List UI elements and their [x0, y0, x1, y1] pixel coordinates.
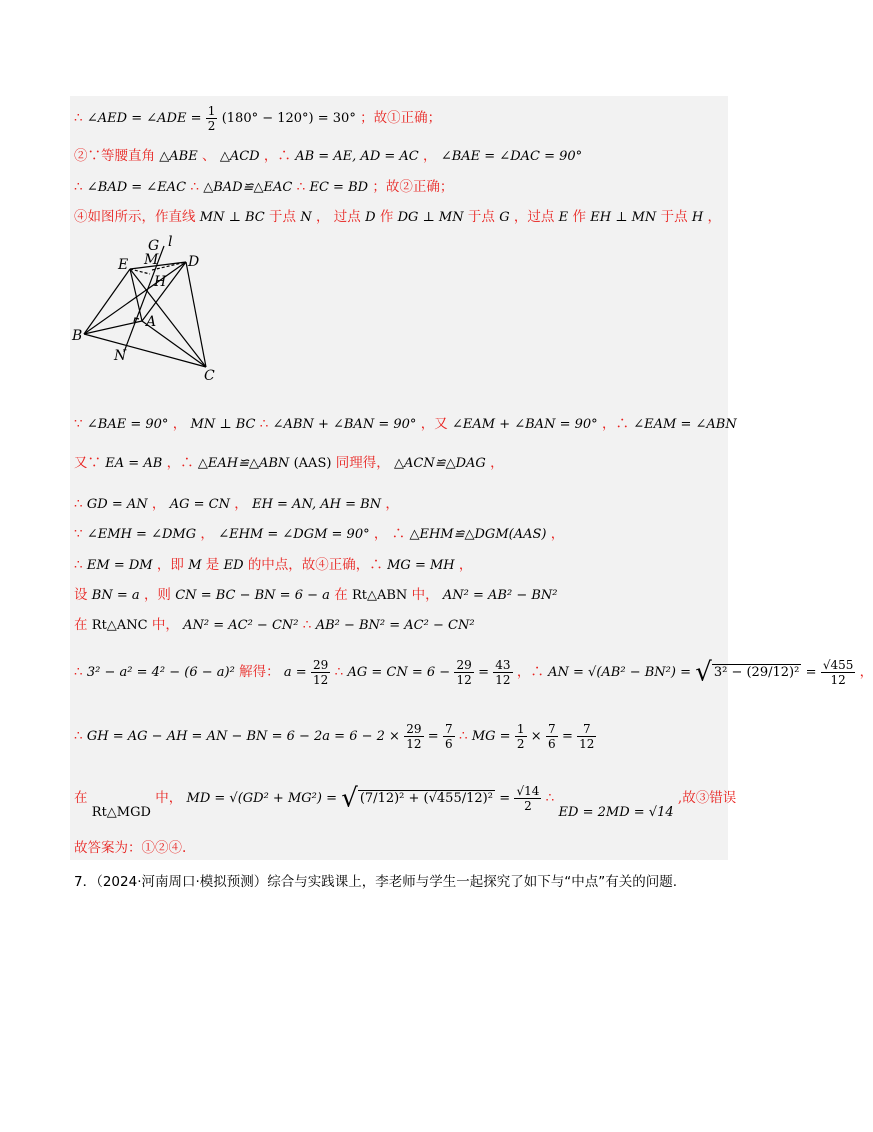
fraction: $\frac{7}{6}$ [445, 722, 453, 751]
math-expression: △EAH≌△ABN [197, 456, 290, 471]
text: ②∵等腰直角 [74, 148, 155, 164]
solution-line-11 [74, 615, 475, 636]
equals-sign: = [805, 665, 817, 680]
text: ∴ [190, 179, 199, 195]
text: ∵ [74, 416, 83, 432]
math-expression: E [558, 210, 569, 225]
fraction: $\frac{43}{12}$ [495, 658, 511, 687]
text: ∴ [302, 617, 312, 633]
math-expression: △ACD [219, 149, 260, 164]
text: 在 [74, 790, 88, 806]
math-expression: G [499, 210, 510, 225]
text: 的中点，故④正确，∴ [247, 557, 383, 573]
conclusion-text: ；故①正确； [360, 110, 442, 126]
text: 在 [334, 587, 348, 603]
label-N: N [114, 348, 127, 364]
fraction: $\frac{√14}{2}$ [516, 784, 540, 813]
text: 同理得， [335, 455, 390, 471]
question-7: 7．（2024·河南周口·模拟预测）综合与实践课上，李老师与学生一起探究了如下与“中点”有关的问题. [74, 874, 678, 890]
fraction: $\frac{7}{12}$ [579, 722, 595, 751]
math-expression: EH ⊥ MN [590, 210, 657, 225]
text: ， [234, 496, 248, 512]
text: ∵ [74, 526, 83, 542]
answer-line: 故答案为：①②④. [74, 840, 187, 856]
math-expression: M [188, 558, 202, 573]
text: 中， [155, 790, 183, 806]
equals-sign: = [478, 665, 489, 680]
math-expression: ∠BAE = 90° [86, 417, 169, 432]
text: 作 [572, 209, 586, 225]
solution-line-3 [74, 177, 453, 198]
label-A: A [146, 314, 157, 330]
text: ∴ [458, 728, 468, 744]
times-sign: × [530, 729, 542, 744]
geometry-diagram [68, 234, 228, 384]
math-expression: EC = BD [309, 180, 369, 195]
math-expression: ∠EAM + ∠BAN = 90° [452, 417, 598, 432]
math-expression: ED = 2MD = √14 [558, 805, 674, 820]
text: ∴ [545, 790, 555, 806]
math-expression: △ACN≌△DAG [394, 456, 486, 471]
text: 于点 [269, 209, 297, 225]
text: ∴ [74, 664, 83, 680]
text: 中， [411, 587, 439, 603]
text: 又∵ [74, 455, 101, 471]
math-expression: N [300, 210, 312, 225]
math-expression: GD = AN [86, 497, 148, 512]
text: ∴ [74, 728, 83, 744]
conclusion-text: ；故②正确； [372, 179, 454, 195]
text: ∴ [334, 664, 344, 680]
solution-line-8 [74, 524, 564, 545]
math-expression: ED [223, 558, 244, 573]
fraction: $\frac{29}{12}$ [456, 658, 472, 687]
math-expression: AG = CN [169, 497, 230, 512]
math-expression: △ABE [159, 149, 198, 164]
text: 在 [74, 617, 88, 633]
math-expression: (180° − 120°) = 30° [221, 111, 356, 126]
math-expression: CN = BC − BN = 6 − a [175, 588, 330, 603]
math-expression: ∠EAM = ∠ABN [633, 417, 737, 432]
equals-sign: = [427, 729, 439, 744]
text: ， [707, 209, 722, 225]
math-expression: △EHM≌△DGM(AAS) [409, 527, 547, 542]
math-expression: ∠BAE = ∠DAC = 90° [440, 149, 583, 164]
math-expression: H [691, 210, 704, 225]
text: ， [859, 664, 873, 680]
therefore-symbol: ∴ [74, 110, 83, 126]
solution-line-7 [74, 494, 399, 515]
radicand: 3² − (29/12)² [713, 665, 800, 680]
text: ，即 [156, 557, 184, 573]
text: ∴ [74, 179, 83, 195]
solution-line-12 [74, 652, 873, 693]
text: ， [200, 526, 214, 542]
label-l: l [168, 234, 173, 250]
solution-line-1 [74, 104, 441, 133]
text: ， [458, 557, 473, 573]
text: ， [151, 496, 166, 512]
math-expression: EH = AN, AH = BN [252, 497, 382, 512]
equals-sign: = [561, 729, 573, 744]
math-expression: DG ⊥ MN [397, 210, 464, 225]
math-expression: MD = √(GD² + MG²) = [186, 791, 337, 806]
text: ④如图所示，作直线 [74, 209, 196, 225]
math-expression: Rt△MGD [91, 805, 151, 820]
label-G: G [148, 238, 160, 254]
math-expression: BN = a [91, 588, 140, 603]
label-C: C [204, 368, 215, 384]
math-expression: D [365, 210, 376, 225]
math-expression: AN = √(AB² − BN²) = [548, 665, 691, 680]
math-expression: MN ⊥ BC [190, 417, 256, 432]
radical-sign: √ [695, 657, 712, 688]
label-M: M [144, 252, 159, 268]
math-expression: AG = CN = 6 − [347, 665, 451, 680]
text: 于点 [660, 209, 688, 225]
fraction: $\frac{29}{12}$ [406, 722, 422, 751]
text: ， ∴ [373, 526, 406, 542]
label-D: D [188, 254, 200, 270]
text: ，∴ [166, 455, 194, 471]
math-expression: AN² = AB² − BN² [442, 588, 558, 603]
solution-line-5 [74, 414, 737, 435]
fraction: $\frac{7}{6}$ [548, 722, 556, 751]
text: 作 [379, 209, 394, 225]
math-expression: ∠EMH = ∠DMG [86, 527, 197, 542]
text: ，又 [420, 416, 448, 432]
solution-line-14 [74, 778, 736, 819]
math-expression: △BAD≌△EAC [203, 180, 293, 195]
label-H: H [154, 274, 167, 290]
label-B: B [72, 328, 83, 344]
geometry-figure [68, 234, 228, 384]
math-expression: MN ⊥ BC [199, 210, 265, 225]
text: ∴ [74, 557, 83, 573]
solution-line-13 [74, 718, 596, 755]
fraction: $\frac{1}{2}$ [516, 722, 525, 751]
text: 是 [205, 557, 220, 573]
text: ， [490, 455, 504, 471]
fraction: $\frac{29}{12}$ [313, 658, 329, 687]
text: ， [172, 416, 187, 432]
math-expression: a = [283, 665, 307, 680]
math-expression: EM = DM [86, 558, 153, 573]
text: ∴ [259, 416, 269, 432]
fraction: $\frac{√455}{12}$ [822, 658, 854, 687]
solution-line-10 [74, 585, 558, 606]
math-expression: ∠EHM = ∠DGM = 90° [218, 527, 370, 542]
text: ，∴ [516, 664, 544, 680]
label-E: E [118, 257, 129, 273]
text: ， [423, 148, 437, 164]
text: ，过点 [513, 209, 555, 225]
math-expression: MG = [471, 729, 511, 744]
text: 设 [74, 587, 88, 603]
equals-sign: = [499, 791, 511, 806]
text: 、 [202, 148, 216, 164]
math-expression: ∠ABN + ∠BAN = 90° [272, 417, 417, 432]
radical-sign: √ [341, 783, 358, 814]
solution-line-4 [74, 207, 721, 228]
math-expression: MG = MH [387, 558, 455, 573]
text: 解得： [239, 664, 280, 680]
text: ，则 [143, 587, 171, 603]
text: 中， [151, 617, 179, 633]
math-expression: EA = AB [105, 456, 163, 471]
text: ，∴ [263, 148, 291, 164]
text: ，∴ [601, 416, 629, 432]
math-expression: ∠BAD = ∠EAC [86, 180, 187, 195]
math-expression: AB² − BN² = AC² − CN² [315, 618, 475, 633]
text: 于点 [467, 209, 495, 225]
math-expression: 3² − a² = 4² − (6 − a)² [86, 665, 235, 680]
fraction: $\frac{1}{2}$ [207, 104, 216, 133]
math-expression: AN² = AC² − CN² [183, 618, 299, 633]
math-expression: (AAS) [293, 456, 332, 471]
text: ， 过点 [315, 209, 361, 225]
math-expression: AB = AE, AD = AC [295, 149, 419, 164]
math-expression: GH = AG − AH = AN − BN = 6 − 2a = 6 − 2 × [86, 729, 400, 744]
text: ∴ [296, 179, 306, 195]
solution-line-2 [74, 146, 582, 167]
solution-line-9 [74, 555, 472, 576]
math-expression: Rt△ABN [351, 588, 408, 603]
solution-line-6 [74, 453, 504, 474]
math-expression: Rt△ANC [91, 618, 148, 633]
math-expression: ∠AED = ∠ADE = [86, 111, 202, 126]
radicand: (7/12)² + (√455/12)² [359, 791, 493, 806]
conclusion-text: ,故③错误 [677, 790, 737, 806]
text: ， [550, 526, 565, 542]
text: ， [385, 496, 399, 512]
text: ∴ [74, 496, 83, 512]
